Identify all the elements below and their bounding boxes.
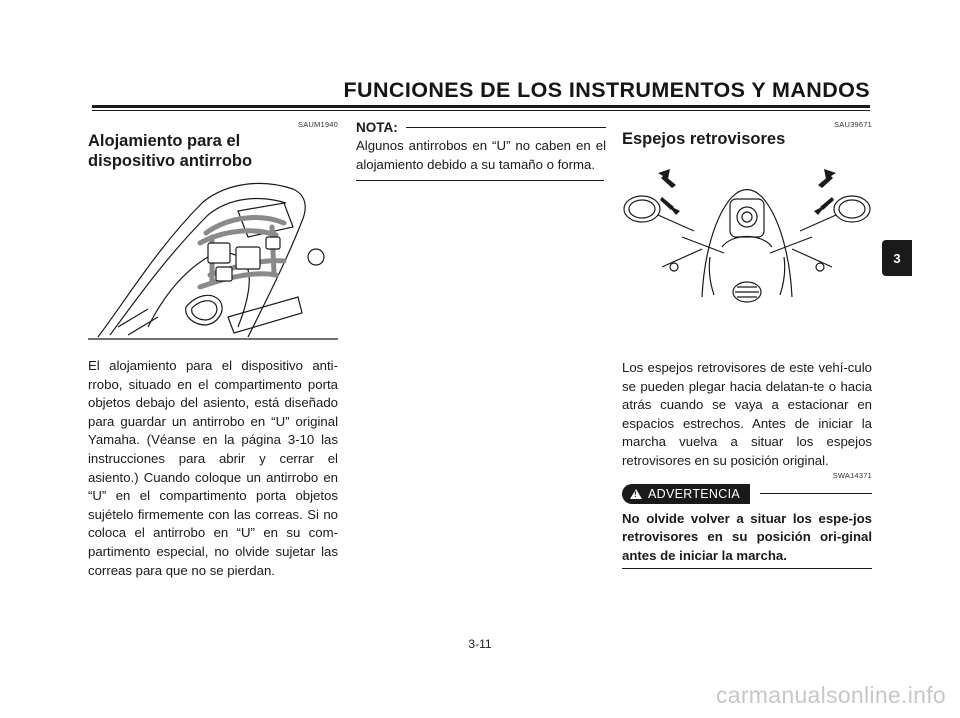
section-code: SAUM1940 xyxy=(298,120,338,129)
espejos-paragraph: Los espejos retrovisores de este vehí-culo se pueden plegar hacia delatan-te o hacia atrás cuando se vaya a estacionar en espacios estrechos. Antes de iniciar la marcha vuelva a situar los espejos retrovisores en su posición original. xyxy=(622,360,872,468)
warning-triangle-icon: ! xyxy=(630,489,642,499)
warning-badge xyxy=(622,484,750,504)
header-rule xyxy=(92,105,870,108)
seat-compartment-figure xyxy=(88,177,338,347)
seat-compartment-illustration xyxy=(88,177,338,347)
warning-header xyxy=(622,484,872,504)
nota-text: Algunos antirrobos en “U” no caben en el alojamiento debido a su tamaño o forma. xyxy=(356,138,606,172)
section-code-espejos: SAU39671 xyxy=(834,120,872,129)
warning-text: No olvide volver a situar los espe-jos retrovisores en su posición ori-ginal antes de iniciar la marcha. xyxy=(622,510,872,563)
nota-header xyxy=(356,120,606,135)
page-header xyxy=(92,74,870,114)
section-title-line1: Alojamiento para el xyxy=(88,132,241,150)
header-rule-thin xyxy=(92,110,870,111)
watermark: carmanualsonline.info xyxy=(715,682,946,708)
warning-end-rule xyxy=(622,568,872,569)
warning-rule xyxy=(760,493,872,494)
nota-rule xyxy=(406,127,606,128)
nota-label: NOTA: xyxy=(356,120,398,135)
middle-column xyxy=(356,120,606,181)
section-title-antirrobo xyxy=(88,131,338,171)
warning-label: ADVERTENCIA xyxy=(648,486,740,501)
mirrors-figure xyxy=(622,157,872,307)
section-title-espejos: Espejos retrovisores xyxy=(622,130,786,148)
chapter-tab: 3 xyxy=(882,240,912,276)
left-column xyxy=(88,120,338,580)
nota-end-rule xyxy=(356,180,604,181)
mirrors-illustration xyxy=(622,157,872,307)
page-number: 3-11 xyxy=(468,637,492,651)
antirrobo-paragraph: El alojamiento para el dispositivo anti-rrobo, situado en el compartimento porta objetos debajo del asiento, está diseñado para guardar un antirrobo en “U” original Yamaha. (Véanse en la página 3-10 las instrucciones para abrir y cerrar el asiento.) Cuando coloque un antirrobo en “U” en el compartimento porta objetos sujételo firmemente con las correas. Si no coloca el antirrobo en “U” en su com-partimento especial, no olvide sujetar las correas para que no se pierdan. xyxy=(88,358,338,578)
section-title-line2: dispositivo antirrobo xyxy=(88,152,253,170)
right-column xyxy=(622,120,872,569)
warning-code: SWA14371 xyxy=(832,470,872,480)
page-title: FUNCIONES DE LOS INSTRUMENTOS Y MANDOS xyxy=(343,78,870,102)
